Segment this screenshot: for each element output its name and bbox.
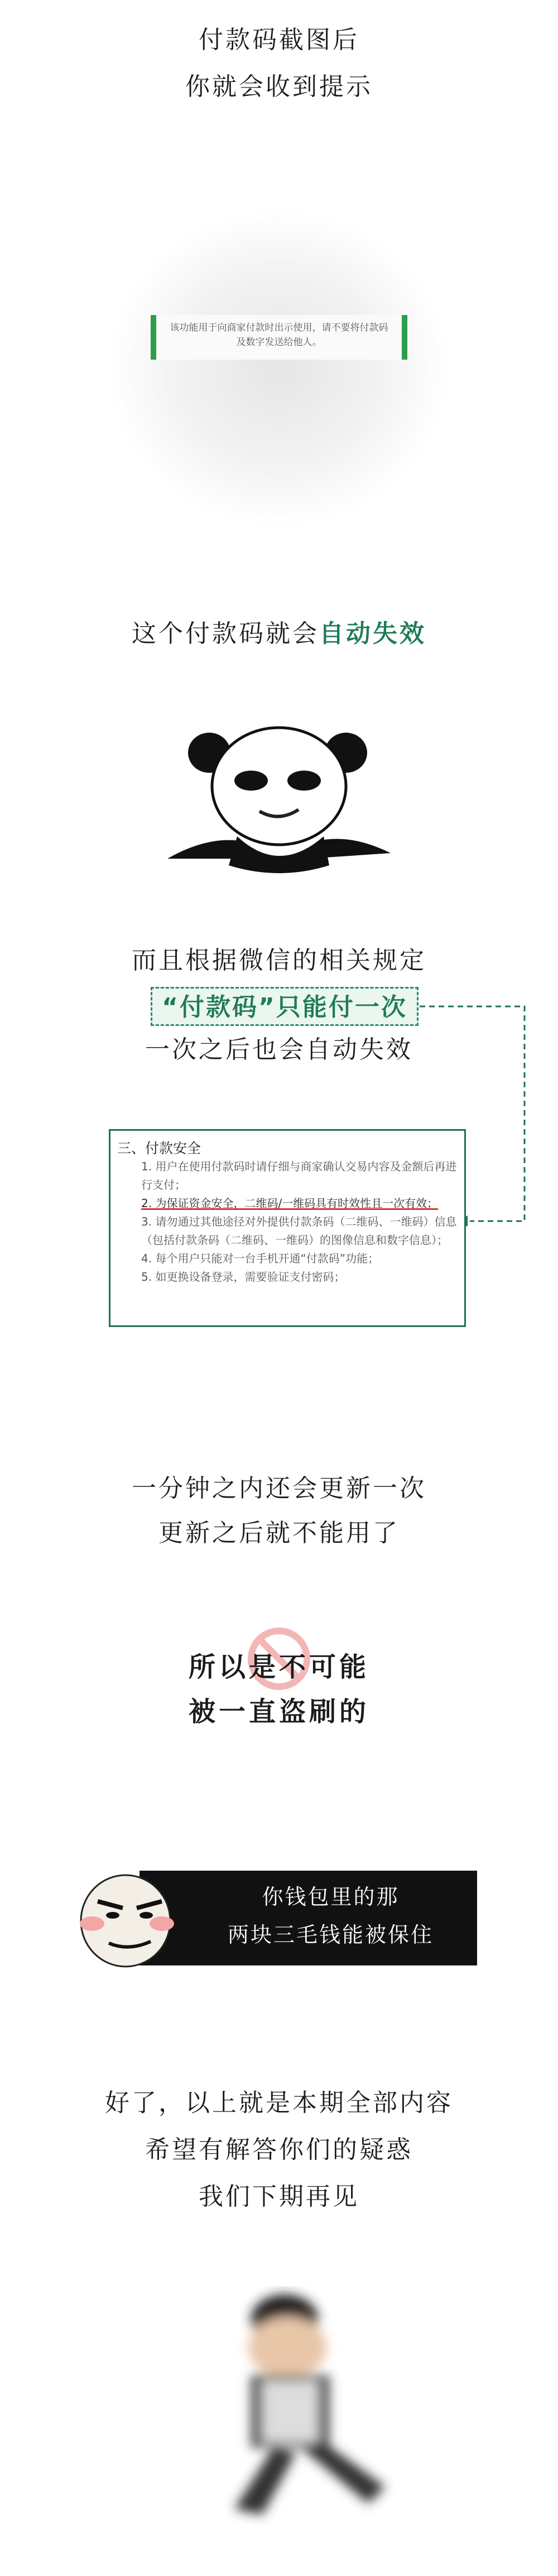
wallet-line-2: 两块三毛钱能被保住 — [227, 1923, 434, 1947]
refresh-text — [0, 1466, 558, 1556]
rule-line-1: 而且根据微信的相关规定 — [132, 946, 426, 975]
refresh-line-1: 一分钟之内还会更新一次 — [132, 1474, 426, 1503]
cannot-line-2: 被一直盗刷的 — [188, 1696, 369, 1727]
policy-item-5: 5. 如更换设备登录，需要验证支付密码； — [141, 1270, 345, 1284]
policy-item-3: 3. 请勿通过其他途径对外提供付款条码（二维码、一维码）信息（包括付款条码（二维码、一维码）的图像信息和数字信息）； — [141, 1215, 457, 1247]
auto-expire-highlight: 自动失效 — [319, 619, 426, 648]
intro-text — [0, 17, 558, 110]
pay-once-chip: “付款码”只能付一次 — [151, 987, 419, 1026]
wallet-text — [184, 1878, 477, 1954]
policy-list — [141, 1158, 459, 1286]
panda-meme-illustration — [162, 719, 396, 875]
policy-item-2: 2. 为保证资金安全，二维码/一维码具有时效性且一次有效； — [141, 1197, 439, 1210]
policy-title: 三、付款安全 — [117, 1140, 201, 1156]
auto-expire-prefix: 这个付款码就会 — [132, 619, 319, 648]
payment-code-notice: 该功能用于向商家付款时出示使用，请不要将付款码及数字发送给他人。 — [151, 315, 407, 360]
outro-line-1: 好了，以上就是本期全部内容 — [105, 2089, 453, 2117]
rule-line-3: 一次之后也会自动失效 — [145, 1035, 413, 1064]
wallet-line-1: 你钱包里的那 — [262, 1885, 400, 1909]
auto-expire-text — [0, 613, 558, 649]
outro-text — [0, 2080, 558, 2220]
policy-item-1: 1. 用户在使用付款码时请仔细与商家确认交易内容及金额后再进行支付； — [141, 1160, 457, 1192]
meme-face-illustration — [73, 1868, 184, 1968]
intro-line-2: 你就会收到提示 — [185, 72, 373, 101]
refresh-line-2: 更新之后就不能用了 — [158, 1519, 400, 1547]
policy-item-4: 4. 每个用户只能对一台手机开通“付款码”功能； — [141, 1252, 379, 1265]
payment-security-policy — [109, 1129, 466, 1327]
blurred-screenshot-background — [112, 212, 446, 524]
intro-line-1: 付款码截图后 — [199, 26, 359, 54]
outro-line-3: 我们下期再见 — [199, 2182, 359, 2211]
cannot-text — [0, 1645, 558, 1734]
cannot-line-1: 所以是不可能 — [188, 1652, 369, 1683]
running-person-illustration — [201, 2286, 402, 2531]
outro-line-2: 希望有解答你们的疑惑 — [145, 2136, 413, 2164]
